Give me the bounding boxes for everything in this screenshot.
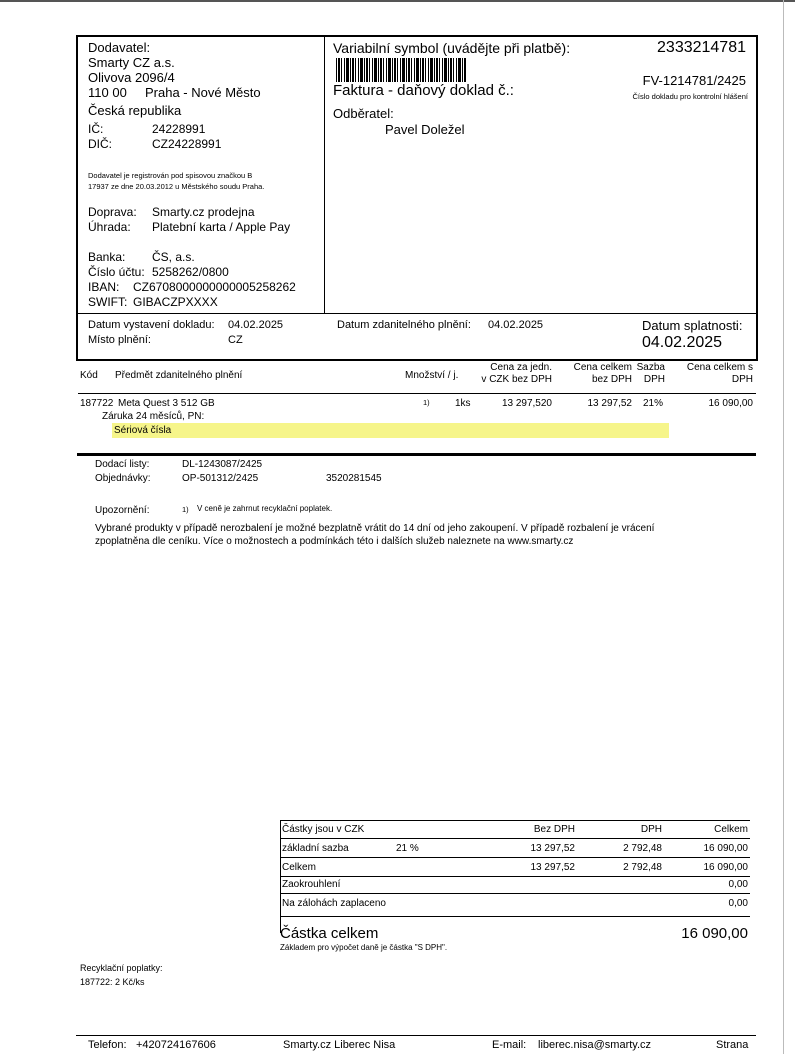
barcode-icon (336, 58, 466, 82)
col-total-line2: bez DPH (591, 374, 632, 385)
col-rate-line1: Sazba (636, 362, 665, 373)
footer-rule (76, 1035, 756, 1036)
header-column-divider (324, 37, 325, 313)
recycling-label: Recyklační poplatky: (80, 963, 163, 973)
item-note-ref: 1) (423, 398, 430, 407)
item-qty: 1ks (455, 398, 471, 409)
summary-sum-label: Celkem (282, 862, 316, 873)
notice-text: V ceně je zahrnut recyklační poplatek. (197, 504, 333, 513)
orders-label: Objednávky: (95, 473, 151, 484)
items-bottom-rule (77, 453, 756, 456)
supplier-registration-line1: Dodavatel je registrován pod spisovou značkou B (88, 171, 253, 180)
grand-total-label: Částka celkem (280, 925, 379, 942)
item-total: 13 297,52 (587, 398, 632, 409)
item-with-vat: 16 090,00 (708, 398, 753, 409)
col-with-vat-line1: Cena celkem s (686, 362, 753, 373)
variable-symbol-value: 2333214781 (657, 39, 746, 56)
item-code: 187722 (80, 398, 114, 409)
col-unit-price-line2: v CZK bez DPH (481, 374, 552, 385)
summary-advance-label: Na zálohách zaplaceno (282, 898, 386, 909)
variable-symbol-label: Variabilní symbol (uvádějte při platbě): (333, 40, 571, 56)
iban-value: CZ6708000000000005258262 (133, 280, 296, 294)
supplier-country: Česká republika (88, 103, 182, 118)
issue-date-label: Datum vystavení dokladu: (88, 319, 215, 331)
bank-value: ČS, a.s. (152, 250, 195, 264)
place-value: CZ (228, 334, 243, 346)
col-unit-price-line1: Cena za jedn. (490, 362, 552, 373)
summary-sum-net: 13 297,52 (530, 862, 575, 873)
due-date: 04.02.2025 (642, 334, 723, 351)
summary-base-rule (280, 857, 750, 858)
notice-ref: 1) (182, 505, 189, 514)
summary-rounding: 0,00 (728, 879, 748, 890)
delivery-notes-label: Dodací listy: (95, 459, 150, 470)
items-header-rule (78, 393, 756, 394)
taxable-date: 04.02.2025 (488, 319, 544, 331)
supplier-dic-label: DIČ: (88, 137, 112, 151)
customer-label: Odběratel: (333, 106, 394, 121)
supplier-street: Olivova 2096/4 (88, 70, 175, 85)
summary-col-vat: DPH (640, 824, 662, 835)
tax-basis-note: Základem pro výpočet daně je částka "S DPH". (280, 943, 448, 952)
supplier-city: Praha - Nové Město (145, 85, 261, 100)
iban-label: IBAN: (88, 280, 120, 294)
col-rate-line2: DPH (643, 374, 665, 385)
control-report-note: Číslo dokladu pro kontrolní hlášení (632, 92, 748, 101)
place-label: Místo plnění: (88, 334, 151, 346)
footer-branch: Smarty.cz Liberec Nisa (283, 1039, 396, 1051)
item-serials: Sériová čísla (114, 425, 172, 436)
page-right-edge (783, 0, 784, 1054)
item-warranty: Záruka 24 měsíců, PN: (102, 411, 205, 422)
summary-rounding-rule (280, 893, 750, 894)
col-qty: Množství / j. (405, 370, 459, 381)
notice-paragraph-line2: zpoplatněna dle ceníku. Více o možnostech a podmínkách této i dalších služeb naleznete na www.smarty.cz (95, 536, 574, 547)
grand-total: 16 090,00 (681, 925, 748, 942)
summary-col-total: Celkem (714, 824, 748, 835)
summary-sum-vat: 2 792,48 (623, 862, 662, 873)
summary-col-net: Bez DPH (533, 824, 575, 835)
footer-phone-label: Telefon: (88, 1039, 127, 1051)
summary-header-rule (280, 838, 750, 839)
supplier-name: Smarty CZ a.s. (88, 55, 175, 70)
order-ref: 3520281545 (326, 473, 382, 484)
supplier-ic-label: IČ: (88, 122, 104, 136)
header-dates-divider (78, 313, 756, 314)
invoice-title: Faktura - daňový doklad č.: (333, 82, 514, 99)
issue-date: 04.02.2025 (228, 319, 284, 331)
summary-base-vat: 2 792,48 (623, 843, 662, 854)
taxable-date-label: Datum zdanitelného plnění: (337, 319, 471, 331)
item-rate: 21% (642, 398, 663, 409)
summary-base-label: základní sazba (282, 843, 349, 854)
delivery-notes: DL-1243087/2425 (182, 459, 263, 470)
summary-sum-rule (280, 876, 750, 877)
col-total-line1: Cena celkem (573, 362, 632, 373)
supplier-registration-line2: 17937 ze dne 20.03.2012 u Městského soudu Praha. (88, 182, 265, 191)
item-name: Meta Quest 3 512 GB (118, 398, 215, 409)
footer-phone: +420724167606 (136, 1039, 216, 1051)
summary-base-total: 16 090,00 (703, 843, 748, 854)
recycling-value: 187722: 2 Kč/ks (80, 977, 145, 987)
account-value: 5258262/0800 (152, 265, 229, 279)
col-code: Kód (80, 370, 98, 381)
shipping-value: Smarty.cz prodejna (152, 205, 255, 219)
item-unit-price: 13 297,520 (501, 398, 552, 409)
page-top-border (0, 0, 795, 2)
col-subject: Předmět zdanitelného plnění (115, 370, 243, 381)
summary-base-rate: 21 % (396, 843, 419, 854)
shipping-label: Doprava: (88, 205, 137, 219)
customer-name: Pavel Doležel (385, 122, 465, 137)
summary-rounding-label: Zaokrouhlení (282, 879, 341, 890)
swift-value: GIBACZPXXXX (133, 295, 218, 309)
notice-paragraph-line1: Vybrané produkty v případě nerozbalení je možné bezplatně vrátit do 14 dní od jeho zakoupení. V případě rozbalení je vrácení (95, 523, 655, 534)
footer-email: liberec.nisa@smarty.cz (538, 1039, 652, 1051)
summary-advance: 0,00 (728, 898, 748, 909)
orders-value: OP-501312/2425 (182, 473, 259, 484)
supplier-dic: CZ24228991 (152, 137, 222, 151)
bank-label: Banka: (88, 250, 126, 264)
summary-advance-rule (280, 916, 750, 917)
summary-top-rule (280, 820, 750, 821)
supplier-zip: 110 00 (88, 85, 127, 100)
summary-base-net: 13 297,52 (530, 843, 575, 854)
footer-email-label: E-mail: (492, 1039, 527, 1051)
supplier-ic: 24228991 (152, 122, 206, 136)
swift-label: SWIFT: (88, 295, 128, 309)
payment-label: Úhrada: (88, 220, 131, 234)
col-with-vat-line2: DPH (731, 374, 753, 385)
serials-highlight (112, 423, 669, 438)
notice-label: Upozornění: (95, 505, 150, 516)
summary-currency-label: Částky jsou v CZK (282, 824, 365, 835)
footer-page-label: Strana (716, 1039, 749, 1051)
payment-value: Platební karta / Apple Pay (152, 220, 291, 234)
summary-sum-total: 16 090,00 (703, 862, 748, 873)
invoice-number: FV-1214781/2425 (642, 73, 746, 88)
account-label: Číslo účtu: (88, 265, 145, 279)
due-date-label: Datum splatnosti: (642, 318, 743, 333)
supplier-heading: Dodavatel: (88, 40, 151, 55)
